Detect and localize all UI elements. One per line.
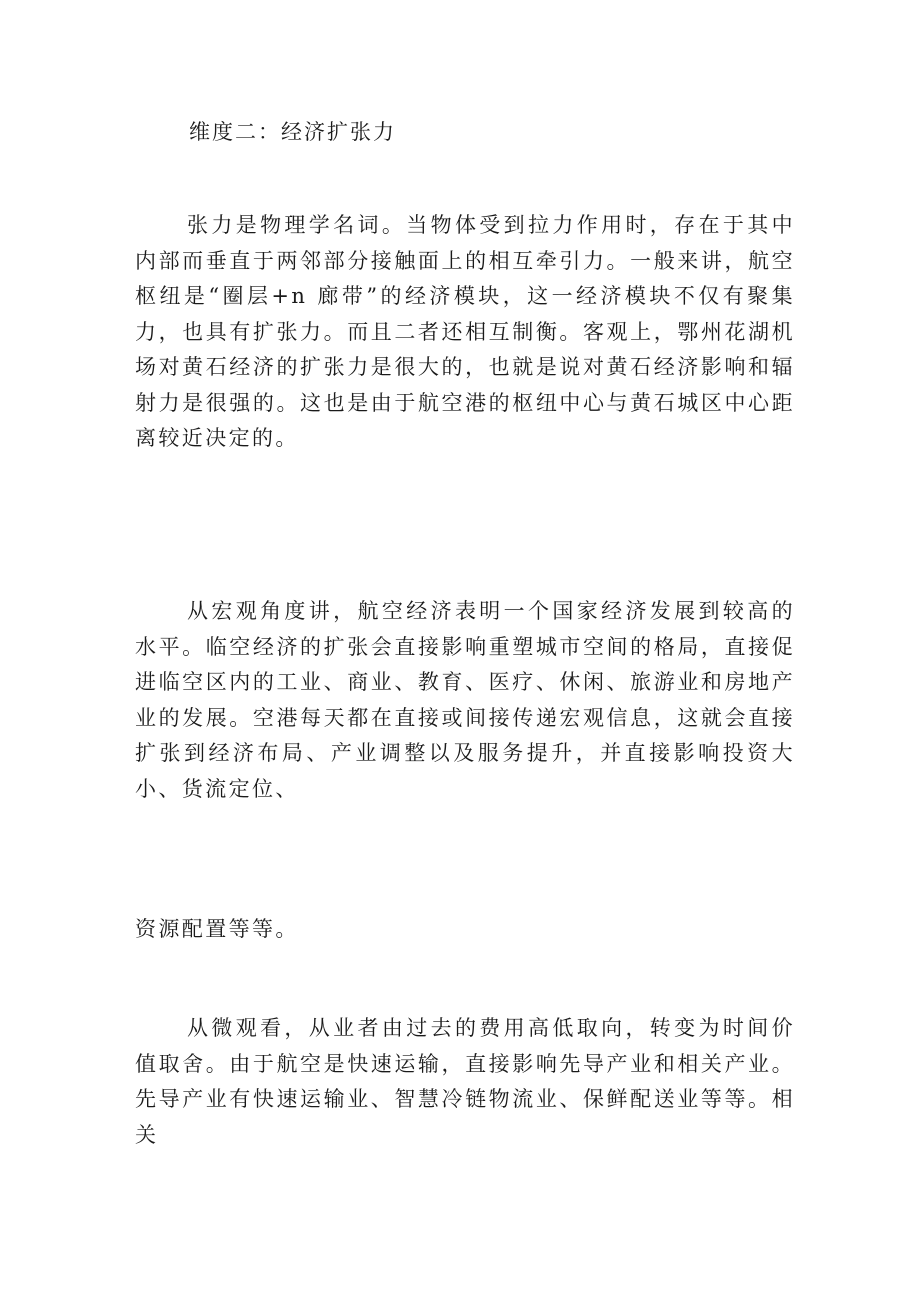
section-heading: 维度二：经济扩张力 [189,120,396,144]
paragraph-continuation: 资源配置等等。 [135,917,299,941]
paragraph-macro-view: 从宏观角度讲，航空经济表明一个国家经济发展到较高的水平。临空经济的扩张会直接影响重塑城市空间的格局，直接促进临空区内的工业、商业、教育、医疗、休闲、旅游业和房地产业的发展。空港每天都在直接或间接传递宏观信息，这就会直接扩张到经济布局、产业调整以及服务提升，并直接影响投资大小、货流定位、 [135,599,795,801]
paragraph-tension-definition: 张力是物理学名词。当物体受到拉力作用时，存在于其中内部而垂直于两邻部分接触面上的相互牵引力。一般来讲，航空枢纽是“圈层+n 廊带”的经济模块，这一经济模块不仅有聚集力，也具有扩张力。而且二者还相互制衡。客观上，鄂州花湖机场对黄石经济的扩张力是很大的，也就是说对黄石经济影响和辐射力是很强的。这也是由于航空港的枢纽中心与黄石城区中心距离较近决定的。 [135,213,795,450]
paragraph-micro-view: 从微观看，从业者由过去的费用高低取向，转变为时间价值取舍。由于航空是快速运输，直接影响先导产业和相关产业。先导产业有快速运输业、智慧冷链物流业、保鲜配送业等等。相关 [135,1016,795,1147]
